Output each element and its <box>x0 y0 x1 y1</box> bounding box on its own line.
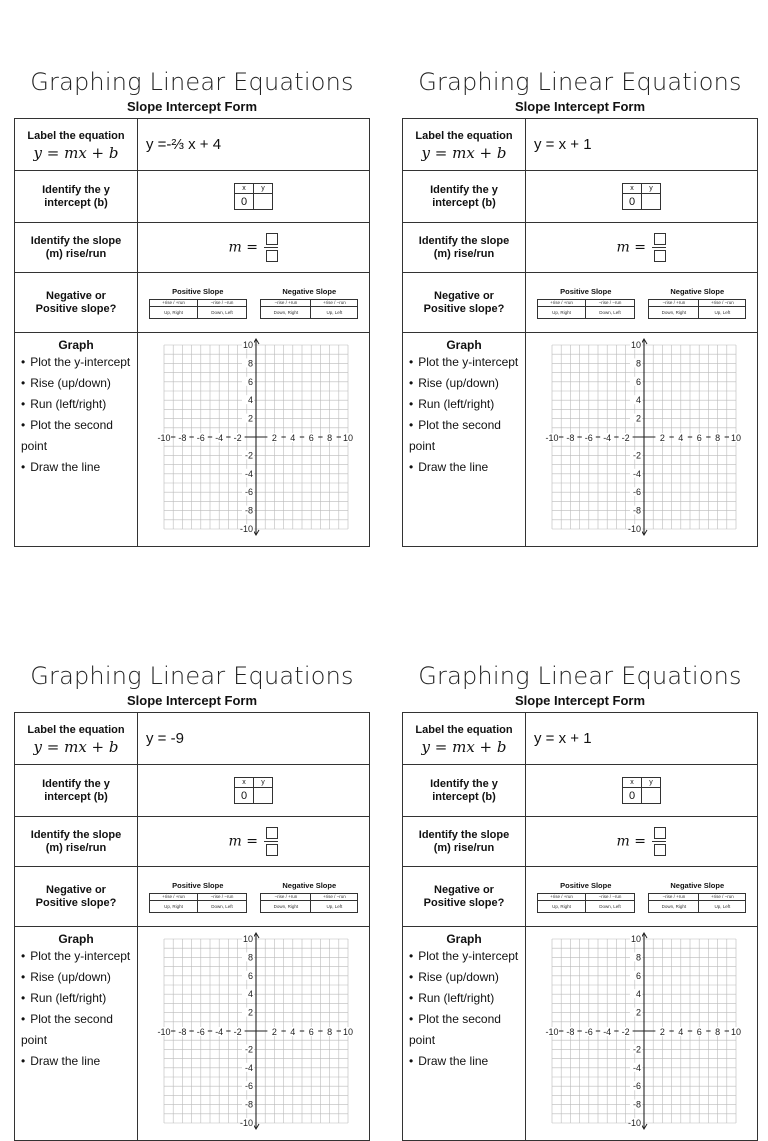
slope-cell[interactable] <box>138 817 370 867</box>
worksheet-subtitle: Slope Intercept Form <box>126 693 258 708</box>
x-tick-label: 6 <box>308 1027 314 1037</box>
worksheet-title: Graphing Linear Equations <box>30 662 354 690</box>
y-tick-label: 10 <box>630 340 641 350</box>
y-tick-label: -4 <box>632 468 641 479</box>
worksheet-title: Graphing Linear Equations <box>30 68 354 96</box>
step-2: • Rise (up/down) <box>409 373 525 394</box>
xy-x-value: 0 <box>235 194 254 210</box>
graph-heading: Graph <box>446 338 482 352</box>
y-tick-label: 10 <box>242 340 253 350</box>
y-tick-label: -8 <box>632 1099 641 1110</box>
y-tick-label: -2 <box>244 450 253 461</box>
step-1: • Plot the y-intercept <box>409 946 525 967</box>
y-tick-label: 2 <box>635 413 641 424</box>
y-tick-label: 4 <box>635 395 641 406</box>
worksheet-2 <box>402 66 758 547</box>
x-tick-label: -10 <box>544 433 559 443</box>
x-tick-label: 2 <box>271 433 277 443</box>
intercept-cell[interactable] <box>138 765 370 817</box>
graph-instructions <box>403 333 526 547</box>
x-tick-label: -6 <box>196 1027 205 1037</box>
graph-instructions <box>403 927 526 1141</box>
negative-slope-heading: Negative Slope <box>670 286 725 296</box>
label-equation-cell <box>403 119 526 171</box>
x-tick-label: 10 <box>730 1027 741 1037</box>
slope-label: Identify the slope (m) rise/run <box>15 817 138 867</box>
x-tick-label: -4 <box>602 1027 611 1037</box>
step-5: • Draw the line <box>409 457 525 478</box>
label-equation-text: Label the equation <box>27 723 125 736</box>
worksheet-subtitle: Slope Intercept Form <box>514 99 646 114</box>
y-tick-label: -10 <box>627 1118 641 1128</box>
x-tick-label: 4 <box>289 1027 295 1037</box>
xy-table[interactable] <box>622 777 661 804</box>
y-tick-label: 2 <box>247 1007 253 1018</box>
x-tick-label: -10 <box>156 1027 171 1037</box>
y-tick-label: 6 <box>247 970 253 981</box>
worksheet-subtitle: Slope Intercept Form <box>126 99 258 114</box>
equation-cell[interactable] <box>138 119 370 171</box>
xy-x-value: 0 <box>235 788 254 804</box>
positive-slope-group: Positive Slope +rise / +run −rise / −run Up, Right Down, Left <box>537 287 635 319</box>
x-tick-label: 8 <box>714 433 720 443</box>
negative-slope-group: Negative Slope −rise / +run +rise / −run Down, Right Up, Left <box>260 287 358 319</box>
intercept-label: Identify the y intercept (b) <box>15 171 138 223</box>
x-tick-label: -6 <box>584 433 593 443</box>
x-tick-label: 6 <box>696 1027 702 1037</box>
xy-y-header: y <box>642 778 661 788</box>
y-tick-label: 2 <box>635 1007 641 1018</box>
graph-cell[interactable] <box>526 927 758 1141</box>
xy-x-value: 0 <box>623 194 642 210</box>
step-4: • Plot the second point <box>409 1009 525 1051</box>
graph-instructions <box>15 333 138 547</box>
sign-label: Negative or Positive slope? <box>15 867 138 927</box>
graph-steps <box>15 352 137 478</box>
slope-intercept-form: y = mx + b <box>421 737 507 756</box>
step-4: • Plot the second point <box>409 415 525 457</box>
positive-slope-group: Positive Slope +rise / +run −rise / −run Up, Right Down, Left <box>149 881 247 913</box>
x-tick-label: -10 <box>156 433 171 443</box>
sign-label: Negative or Positive slope? <box>403 867 526 927</box>
coordinate-grid[interactable] <box>542 337 742 537</box>
xy-table[interactable] <box>622 183 661 210</box>
label-equation-text: Label the equation <box>27 129 125 142</box>
graph-cell[interactable] <box>138 333 370 547</box>
label-equation-cell <box>403 713 526 765</box>
graph-steps <box>403 352 525 478</box>
graph-steps <box>403 946 525 1072</box>
step-1: • Plot the y-intercept <box>409 352 525 373</box>
worksheet-title: Graphing Linear Equations <box>418 68 742 96</box>
slope-intercept-form: y = mx + b <box>33 737 119 756</box>
step-2: • Rise (up/down) <box>409 967 525 988</box>
y-tick-label: -6 <box>244 487 253 498</box>
equation-cell[interactable] <box>138 713 370 765</box>
worksheet-table <box>14 118 370 547</box>
graph-heading: Graph <box>446 932 482 946</box>
y-tick-label: -8 <box>632 505 641 516</box>
xy-y-header: y <box>254 184 273 194</box>
step-1: • Plot the y-intercept <box>21 352 137 373</box>
step-1: • Plot the y-intercept <box>21 946 137 967</box>
slope-intercept-form: y = mx + b <box>421 143 507 162</box>
equation-text: y =-⅔ x + 4 <box>146 135 222 153</box>
x-tick-label: 10 <box>730 433 741 443</box>
positive-slope-heading: Positive Slope <box>172 880 224 890</box>
x-tick-label: 8 <box>326 433 332 443</box>
x-tick-label: -6 <box>196 433 205 443</box>
x-tick-label: -8 <box>565 433 574 443</box>
step-2: • Rise (up/down) <box>21 373 137 394</box>
x-tick-label: 6 <box>696 433 702 443</box>
x-tick-label: -8 <box>177 1027 186 1037</box>
negative-slope-group: Negative Slope −rise / +run +rise / −run Down, Right Up, Left <box>648 881 746 913</box>
y-tick-label: 8 <box>635 952 641 963</box>
y-tick-label: -10 <box>627 524 641 534</box>
label-equation-text: Label the equation <box>415 129 513 142</box>
intercept-cell[interactable] <box>526 171 758 223</box>
step-4: • Plot the second point <box>21 1009 137 1051</box>
intercept-label: Identify the y intercept (b) <box>15 765 138 817</box>
y-tick-label: 8 <box>635 358 641 369</box>
xy-x-header: x <box>235 184 254 194</box>
xy-y-blank[interactable] <box>642 788 661 804</box>
slope-label: Identify the slope (m) rise/run <box>403 223 526 273</box>
x-tick-label: 2 <box>659 1027 665 1037</box>
xy-x-value: 0 <box>623 788 642 804</box>
y-tick-label: -4 <box>244 468 253 479</box>
intercept-cell[interactable] <box>138 171 370 223</box>
slope-fraction-boxes[interactable] <box>654 827 666 856</box>
xy-y-blank[interactable] <box>254 194 273 210</box>
slope-label: Identify the slope (m) rise/run <box>403 817 526 867</box>
worksheet-table <box>402 712 758 1141</box>
equation-cell[interactable] <box>526 713 758 765</box>
x-tick-label: -2 <box>621 1027 630 1037</box>
x-tick-label: -2 <box>621 433 630 443</box>
step-3: • Run (left/right) <box>409 988 525 1009</box>
graph-instructions <box>15 927 138 1141</box>
intercept-label: Identify the y intercept (b) <box>403 765 526 817</box>
graph-cell[interactable] <box>138 927 370 1141</box>
y-tick-label: 6 <box>635 376 641 387</box>
negative-slope-heading: Negative Slope <box>282 286 337 296</box>
intercept-label: Identify the y intercept (b) <box>403 171 526 223</box>
negative-slope-heading: Negative Slope <box>282 880 337 890</box>
slope-cell[interactable] <box>526 817 758 867</box>
x-tick-label: 2 <box>271 1027 277 1037</box>
slope-cell[interactable] <box>526 223 758 273</box>
coordinate-grid[interactable] <box>154 337 354 537</box>
y-tick-label: 10 <box>630 934 641 944</box>
x-tick-label: -6 <box>584 1027 593 1037</box>
y-tick-label: -10 <box>239 524 253 534</box>
label-equation-cell <box>15 119 138 171</box>
xy-table[interactable] <box>234 183 273 210</box>
intercept-cell[interactable] <box>526 765 758 817</box>
equation-text: y = -9 <box>146 729 184 747</box>
slope-cell[interactable] <box>138 223 370 273</box>
xy-y-header: y <box>254 778 273 788</box>
graph-cell[interactable] <box>526 333 758 547</box>
y-tick-label: -2 <box>632 450 641 461</box>
sign-cell <box>526 867 758 927</box>
step-5: • Draw the line <box>409 1051 525 1072</box>
x-tick-label: 10 <box>342 433 353 443</box>
step-5: • Draw the line <box>21 1051 137 1072</box>
label-equation-cell <box>15 713 138 765</box>
y-tick-label: -10 <box>239 1118 253 1128</box>
equation-text: y = x + 1 <box>534 729 592 747</box>
y-tick-label: 8 <box>247 952 253 963</box>
y-tick-label: 6 <box>635 970 641 981</box>
x-tick-label: 2 <box>659 433 665 443</box>
x-tick-label: -10 <box>544 1027 559 1037</box>
y-tick-label: -6 <box>632 1081 641 1092</box>
slope-label: Identify the slope (m) rise/run <box>15 223 138 273</box>
slope-m: m = <box>616 833 646 850</box>
y-tick-label: -2 <box>244 1044 253 1055</box>
graph-heading: Graph <box>58 338 94 352</box>
y-tick-label: 10 <box>242 934 253 944</box>
negative-slope-heading: Negative Slope <box>670 880 725 890</box>
y-tick-label: -8 <box>244 505 253 516</box>
slope-m: m = <box>616 239 646 256</box>
x-tick-label: -4 <box>214 433 223 443</box>
slope-m: m = <box>228 833 258 850</box>
worksheet-table <box>14 712 370 1141</box>
x-tick-label: 6 <box>308 433 314 443</box>
y-tick-label: 4 <box>635 989 641 1000</box>
x-tick-label: 4 <box>677 433 683 443</box>
y-tick-label: -4 <box>632 1062 641 1073</box>
y-tick-label: -8 <box>244 1099 253 1110</box>
x-tick-label: -8 <box>565 1027 574 1037</box>
slope-m: m = <box>228 239 258 256</box>
y-tick-label: 6 <box>247 376 253 387</box>
x-tick-label: -2 <box>233 1027 242 1037</box>
y-tick-label: -2 <box>632 1044 641 1055</box>
step-3: • Run (left/right) <box>409 394 525 415</box>
slope-fraction-boxes[interactable] <box>266 827 278 856</box>
sign-cell <box>526 273 758 333</box>
coordinate-grid[interactable] <box>542 931 742 1131</box>
worksheet-1 <box>14 66 370 547</box>
x-tick-label: -2 <box>233 433 242 443</box>
xy-y-blank[interactable] <box>642 194 661 210</box>
equation-cell[interactable] <box>526 119 758 171</box>
positive-slope-group: Positive Slope +rise / +run −rise / −run Up, Right Down, Left <box>537 881 635 913</box>
negative-slope-group: Negative Slope −rise / +run +rise / −run Down, Right Up, Left <box>260 881 358 913</box>
step-5: • Draw the line <box>21 457 137 478</box>
sign-cell <box>138 867 370 927</box>
worksheet-subtitle: Slope Intercept Form <box>514 693 646 708</box>
slope-fraction-boxes[interactable] <box>654 233 666 262</box>
graph-steps <box>15 946 137 1072</box>
y-tick-label: 4 <box>247 395 253 406</box>
xy-x-header: x <box>623 184 642 194</box>
x-tick-label: -8 <box>177 433 186 443</box>
step-2: • Rise (up/down) <box>21 967 137 988</box>
xy-y-blank[interactable] <box>254 788 273 804</box>
label-equation-text: Label the equation <box>415 723 513 736</box>
graph-heading: Graph <box>58 932 94 946</box>
sign-label: Negative or Positive slope? <box>403 273 526 333</box>
y-tick-label: -6 <box>632 487 641 498</box>
y-tick-label: -6 <box>244 1081 253 1092</box>
x-tick-label: 8 <box>326 1027 332 1037</box>
xy-x-header: x <box>235 778 254 788</box>
sign-label: Negative or Positive slope? <box>15 273 138 333</box>
worksheet-table <box>402 118 758 547</box>
equation-text: y = x + 1 <box>534 135 592 153</box>
sign-cell <box>138 273 370 333</box>
worksheet-4 <box>402 660 758 1141</box>
x-tick-label: 10 <box>342 1027 353 1037</box>
step-3: • Run (left/right) <box>21 394 137 415</box>
y-tick-label: 2 <box>247 413 253 424</box>
y-tick-label: -4 <box>244 1062 253 1073</box>
step-4: • Plot the second point <box>21 415 137 457</box>
worksheet-title: Graphing Linear Equations <box>418 662 742 690</box>
positive-slope-heading: Positive Slope <box>172 286 224 296</box>
worksheet-3 <box>14 660 370 1141</box>
y-tick-label: 4 <box>247 989 253 1000</box>
positive-slope-heading: Positive Slope <box>560 880 612 890</box>
step-3: • Run (left/right) <box>21 988 137 1009</box>
x-tick-label: 4 <box>677 1027 683 1037</box>
xy-y-header: y <box>642 184 661 194</box>
xy-x-header: x <box>623 778 642 788</box>
x-tick-label: -4 <box>214 1027 223 1037</box>
positive-slope-group: Positive Slope +rise / +run −rise / −run Up, Right Down, Left <box>149 287 247 319</box>
xy-table[interactable] <box>234 777 273 804</box>
negative-slope-group: Negative Slope −rise / +run +rise / −run Down, Right Up, Left <box>648 287 746 319</box>
x-tick-label: 8 <box>714 1027 720 1037</box>
positive-slope-heading: Positive Slope <box>560 286 612 296</box>
coordinate-grid[interactable] <box>154 931 354 1131</box>
slope-intercept-form: y = mx + b <box>33 143 119 162</box>
x-tick-label: -4 <box>602 433 611 443</box>
y-tick-label: 8 <box>247 358 253 369</box>
slope-fraction-boxes[interactable] <box>266 233 278 262</box>
x-tick-label: 4 <box>289 433 295 443</box>
